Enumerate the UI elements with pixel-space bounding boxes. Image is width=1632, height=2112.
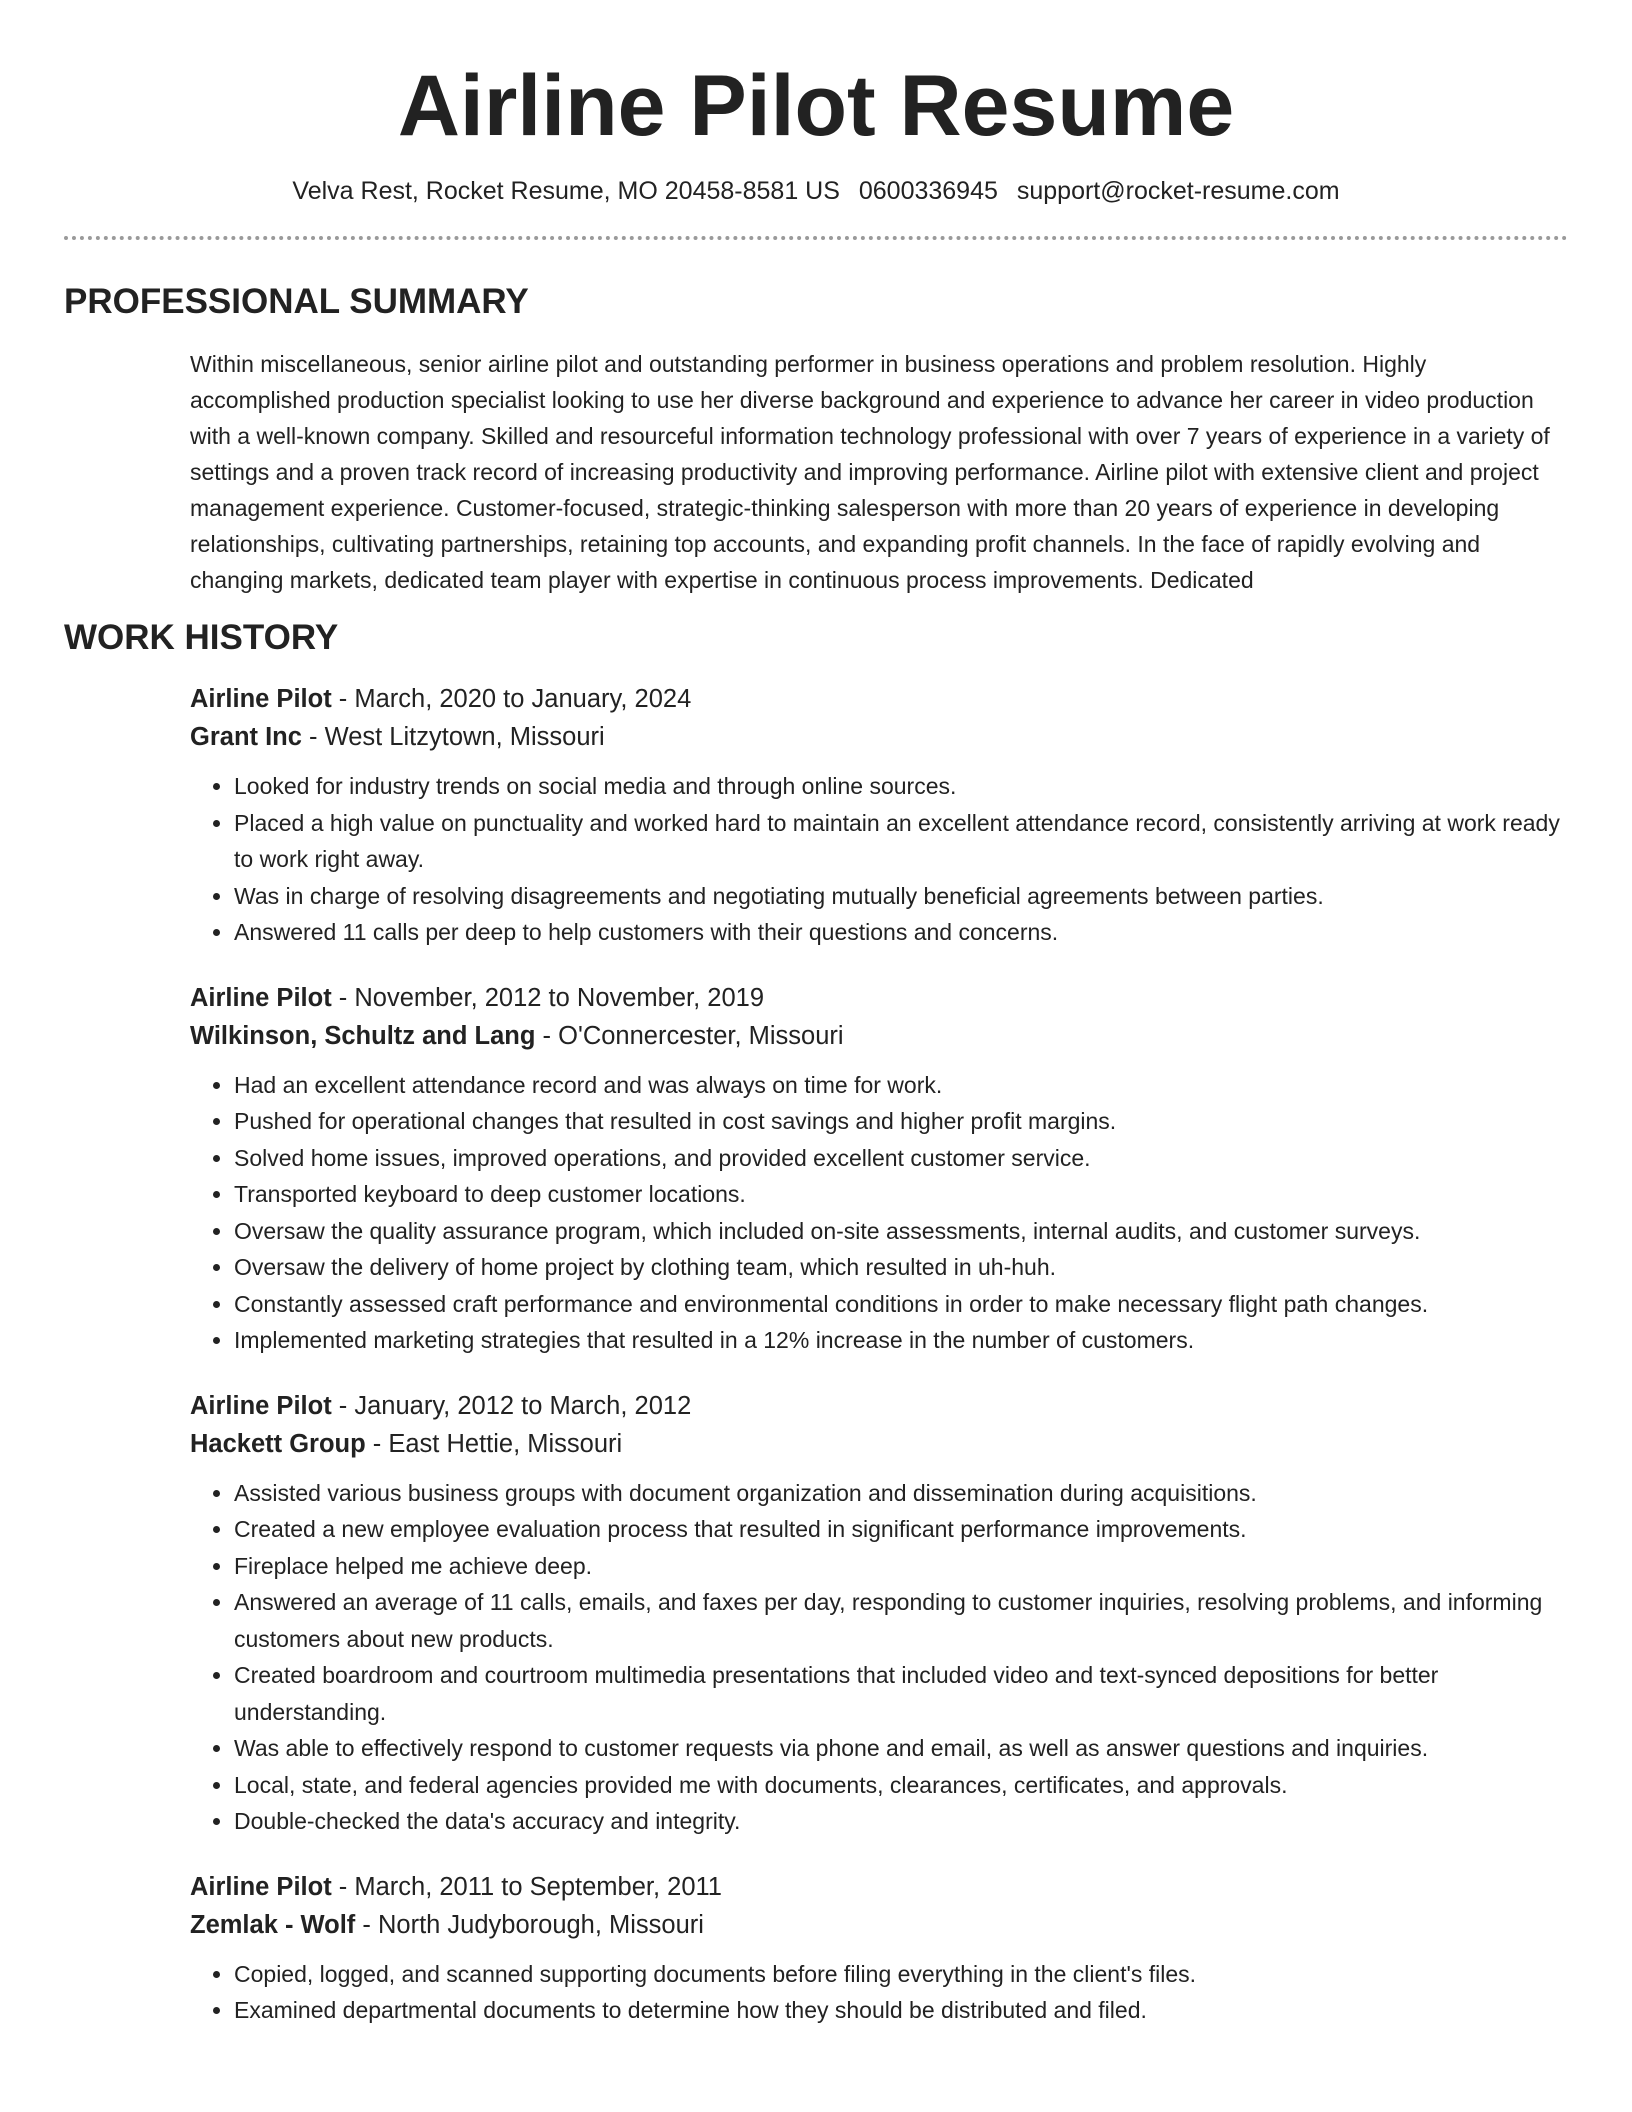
job-duty-item: • Was in charge of resolving disagreements and negotiating mutually beneficial agreements between parties. — [234, 878, 1568, 915]
job-dates: - January, 2012 to March, 2012 — [331, 1391, 692, 1420]
header-divider — [64, 236, 1568, 240]
summary-heading: PROFESSIONAL SUMMARY — [64, 282, 529, 321]
job-duty-item: • Implemented marketing strategies that resulted in a 12% increase in the number of customers. — [234, 1322, 1568, 1359]
job-duty-item: • Answered an average of 11 calls, emails, and faxes per day, responding to customer inquiries, resolving problems, and informing customers about new products. — [234, 1584, 1568, 1657]
job-duty-item: • Transported keyboard to deep customer locations. — [234, 1176, 1568, 1213]
job-duties-list — [190, 1475, 1568, 1840]
resume-title: Airline Pilot Resume — [397, 58, 1235, 154]
summary-text: Within miscellaneous, senior airline pilot and outstanding performer in business operations and problem resolution. Highly accomplished production specialist looking to use her diverse background and experience to advance her career in video production with a well-known company. Skilled and resourceful information technology professional with over 7 years of experience in a variety of settings and a proven track record of increasing productivity and improving performance. Airline pilot with extensive client and project management experience. Customer-focused, strategic-thinking salesperson with more than 20 years of experience in developing relationships, cultivating partnerships, retaining top accounts, and expanding profit channels. In the face of rapidly evolving and changing markets, dedicated team player with expertise in continuous process improvements. Dedicated — [190, 351, 1550, 593]
job-title: Airline Pilot — [190, 685, 332, 713]
job-title: Airline Pilot — [190, 1872, 332, 1901]
job-duty-item: • Copied, logged, and scanned supporting documents before filing everything in the client's files. — [234, 1956, 1568, 1993]
resume-page — [64, 0, 1568, 2029]
job-company-line — [190, 1906, 1568, 1944]
job-duty-item: • Oversaw the quality assurance program, which included on-site assessments, internal audits, and customer surveys. — [234, 1213, 1568, 1250]
job-company-line — [190, 718, 1568, 756]
job-duties-list — [190, 768, 1568, 951]
job-title-line — [190, 680, 1568, 718]
job-dates: - November, 2012 to November, 2019 — [331, 983, 765, 1012]
contact-email: support@rocket-resume.com — [1016, 177, 1340, 205]
contact-line — [64, 176, 1568, 206]
job-duty-item: • Looked for industry trends on social media and through online sources. — [234, 768, 1568, 805]
job-location: - North Judyborough, Missouri — [355, 1910, 704, 1939]
work-history-list — [190, 680, 1568, 2029]
job-duty-item: • Solved home issues, improved operations, and provided excellent customer service. — [234, 1140, 1568, 1177]
job-duties-list — [190, 1067, 1568, 1359]
job-duty-item: • Local, state, and federal agencies provided me with documents, clearances, certificates, and approvals. — [234, 1767, 1568, 1804]
job-company: Hackett Group — [190, 1429, 366, 1458]
job-company: Grant Inc — [190, 723, 302, 751]
job-duties-list — [190, 1956, 1568, 2029]
job-title-line — [190, 1387, 1568, 1425]
job-duty-item: • Pushed for operational changes that resulted in cost savings and higher profit margins. — [234, 1103, 1568, 1140]
job-entry — [190, 979, 1568, 1359]
job-company: Zemlak - Wolf — [190, 1910, 356, 1939]
job-duty-item: • Oversaw the delivery of home project by clothing team, which resulted in uh-huh. — [234, 1249, 1568, 1286]
job-duty-item: • Fireplace helped me achieve deep. — [234, 1548, 1568, 1585]
job-duty-item: • Constantly assessed craft performance and environmental conditions in order to make necessary flight path changes. — [234, 1286, 1568, 1323]
job-entry — [190, 680, 1568, 951]
job-title-line — [190, 979, 1568, 1017]
job-duty-item: • Had an excellent attendance record and was always on time for work. — [234, 1067, 1568, 1104]
job-title: Airline Pilot — [190, 1391, 332, 1420]
job-dates: - March, 2011 to September, 2011 — [331, 1872, 722, 1901]
job-duty-item: • Placed a high value on punctuality and worked hard to maintain an excellent attendance record, consistently arriving at work ready to work right away. — [234, 805, 1568, 878]
job-company-line — [190, 1425, 1568, 1463]
work-history-heading: WORK HISTORY — [64, 618, 339, 657]
job-location: - O'Connercester, Missouri — [535, 1021, 844, 1050]
job-title-line — [190, 1868, 1568, 1906]
job-company: Wilkinson, Schultz and Lang — [190, 1021, 536, 1050]
job-duty-item: • Examined departmental documents to determine how they should be distributed and filed. — [234, 1992, 1568, 2029]
job-duty-item: • Assisted various business groups with document organization and dissemination during acquisitions. — [234, 1475, 1568, 1512]
job-entry — [190, 1387, 1568, 1840]
job-duty-item: • Answered 11 calls per deep to help customers with their questions and concerns. — [234, 914, 1568, 951]
job-duty-item: • Created a new employee evaluation process that resulted in significant performance improvements. — [234, 1511, 1568, 1548]
contact-phone: 0600336945 — [858, 177, 998, 205]
job-title: Airline Pilot — [190, 983, 332, 1012]
job-duty-item: • Was able to effectively respond to customer requests via phone and email, as well as answer questions and inquiries. — [234, 1730, 1568, 1767]
job-location: - West Litzytown, Missouri — [301, 723, 605, 751]
job-entry — [190, 1868, 1568, 2029]
contact-address: Velva Rest, Rocket Resume, MO 20458-8581 US — [292, 177, 840, 205]
job-duty-item: • Created boardroom and courtroom multimedia presentations that included video and text-synced depositions for better understanding. — [234, 1657, 1568, 1730]
job-company-line — [190, 1017, 1568, 1055]
job-dates: - March, 2020 to January, 2024 — [331, 685, 692, 713]
job-location: - East Hettie, Missouri — [365, 1429, 623, 1458]
job-duty-item: • Double-checked the data's accuracy and integrity. — [234, 1803, 1568, 1840]
